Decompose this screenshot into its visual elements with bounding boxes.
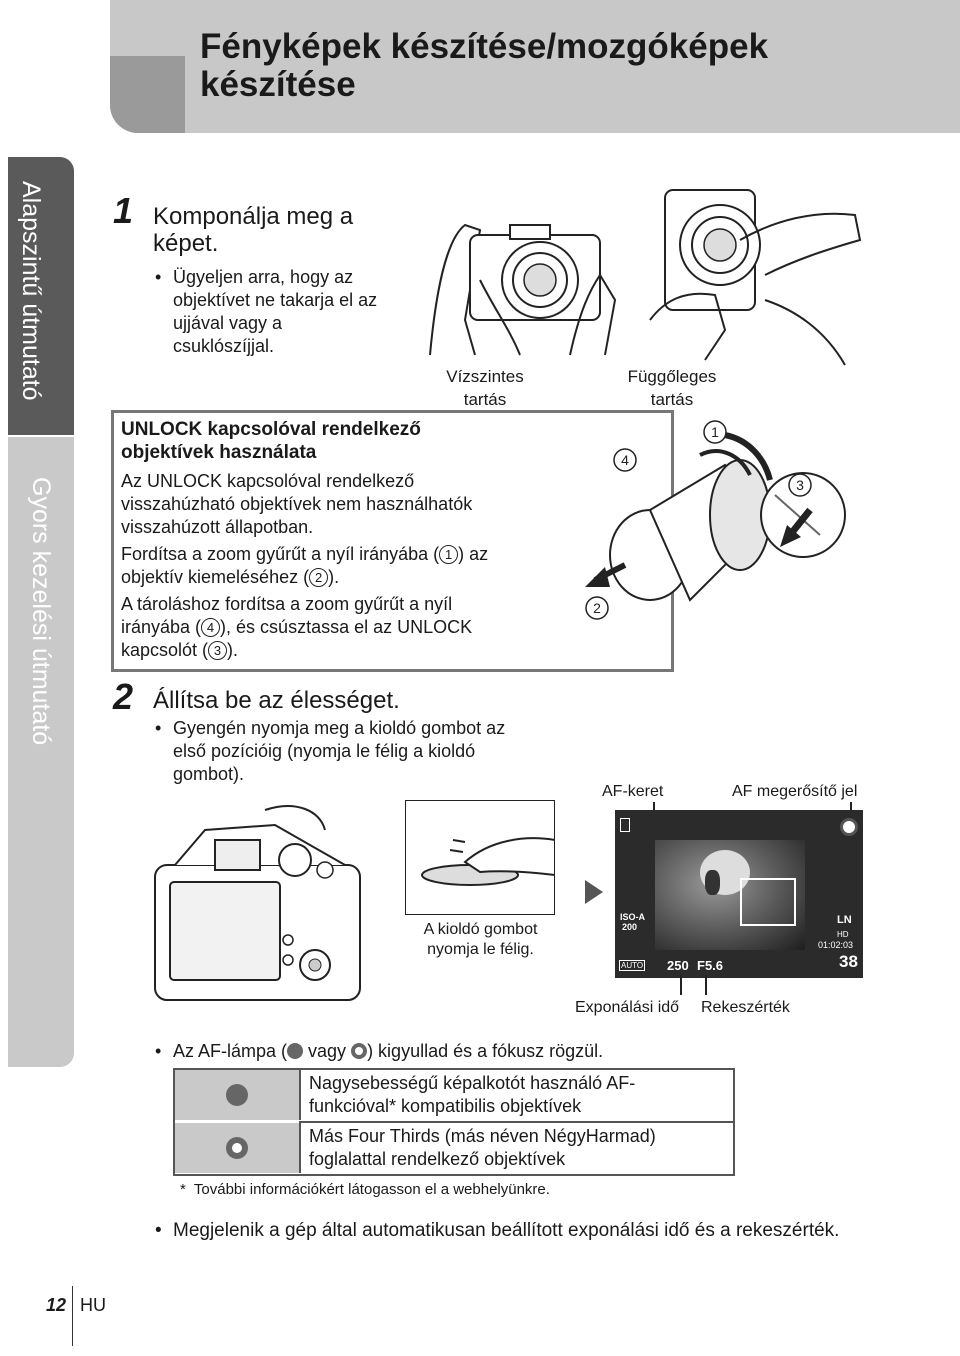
af-table-divider (299, 1121, 733, 1123)
circled-number-1: 1 (439, 545, 458, 564)
circled-number-4: 4 (201, 618, 220, 637)
battery-icon (620, 818, 630, 832)
af-lamp-solid-icon (226, 1084, 248, 1106)
footer-divider (72, 1286, 73, 1346)
unlock-p2-text-a: Fordítsa a zoom gyűrűt a nyíl irányába ( (121, 544, 440, 564)
arrow-right-icon (585, 880, 603, 904)
unlock-p3-text-a: A tároláshoz fordítsa a zoom gyűrűt a nyíl irányába ( (121, 594, 453, 637)
dog-ear (705, 870, 720, 895)
af-lamp-ring-icon (351, 1043, 367, 1059)
language-code: HU (80, 1295, 106, 1315)
af-table-icon-cell-2 (175, 1123, 301, 1173)
step-1-bullet-text: Ügyeljen arra, hogy az objektívet ne takarja el az ujjával vagy a csuklószíjjal. (173, 267, 378, 356)
af-table-icon-cell-1 (175, 1070, 301, 1120)
aperture-value: F5.6 (697, 958, 724, 973)
side-tab-quick-label: Gyors kezelési útmutató (27, 477, 55, 746)
unlock-paragraph-2 (121, 543, 521, 589)
svg-text:2: 2 (593, 600, 601, 616)
unlock-p3-text-b: ), és csúsztassa el az UNLOCK kapcsolót ( (121, 617, 473, 660)
shutter-half-press-illustration (405, 800, 555, 915)
shutter-speed-value: 250 (667, 958, 689, 973)
aperture-label: Rekeszérték (701, 999, 790, 1016)
step-2-bullet-text: Gyengén nyomja meg a kioldó gombot az első pozícióig (nyomja le félig a kioldó gombot). (173, 718, 506, 784)
half-press-label: A kioldó gombot nyomja le félig. (423, 921, 538, 958)
exposure-time-label: Exponálási idő (575, 999, 680, 1016)
unlock-p3-text-c: ). (227, 640, 239, 660)
af-lamp-bullet: • Az AF-lámpa ( vagy ) kigyullad és a fókusz rögzül. (155, 1041, 604, 1061)
side-tab-quick-guide[interactable] (8, 437, 74, 1067)
exposure-leader (680, 975, 682, 995)
af-lamp-ring-icon (226, 1137, 248, 1159)
footnote: * További információkért látogasson el a webhelyünkre. (180, 1181, 550, 1198)
unlock-paragraph-1: Az UNLOCK kapcsolóval rendelkező visszahúzható objektívek nem használhatók visszahúzott állapotban. (121, 471, 473, 537)
page-title: Fényképek készítése/mozgóképek készítése (200, 27, 769, 104)
unlock-p2-text-b: ) az objektív kiemeléséhez ( (121, 544, 489, 587)
af-table-row-1-text: Nagysebességű képalkotót használó AF-funkcióval* kompatibilis objektívek (309, 1073, 636, 1116)
step-2-bullet: • Gyengén nyomja meg a kioldó gombot az első pozícióig (nyomja le félig a kioldó gombot). (155, 718, 506, 784)
camera-back-illustration (145, 800, 385, 1010)
horizontal-hold-label: Vízszintes tartás (446, 367, 524, 409)
af-frame-box (740, 878, 796, 926)
auto-badge: AUTO (621, 961, 644, 970)
aperture-leader (705, 975, 707, 995)
unlock-paragraph-3 (121, 593, 521, 662)
af-table-row-2-text: Más Four Thirds (más néven NégyHarmad) foglalattal rendelkező objektívek (309, 1126, 656, 1169)
lcd-screen (615, 810, 863, 978)
shots-remaining: 38 (839, 952, 858, 971)
step-1-number: 1 (113, 190, 134, 231)
svg-text:3: 3 (796, 477, 804, 493)
unlock-p2-text-c: ). (328, 567, 340, 587)
step-1-bullet: • Ügyeljen arra, hogy az objektívet ne takarja el az ujjával vagy a csuklószíjjal. (155, 267, 378, 356)
horizontal-hold-illustration (420, 180, 630, 360)
af-lamp-table (173, 1068, 735, 1176)
af-frame-label: AF-keret (602, 783, 664, 800)
step-2-title: Állítsa be az élességet. (153, 687, 400, 714)
af-lamp-text-b: vagy (303, 1041, 352, 1061)
circled-number-2: 2 (309, 568, 328, 587)
af-lamp-text-c: ) kigyullad és a fókusz rögzül. (367, 1041, 604, 1061)
step-2-number: 2 (113, 676, 134, 717)
vertical-hold-illustration (645, 180, 870, 370)
movie-quality-indicator: HD (837, 930, 849, 939)
page-number: 12 (46, 1295, 67, 1315)
lens-unlock-illustration (575, 415, 865, 640)
af-lamp-solid-icon (287, 1043, 303, 1059)
svg-text:1: 1 (711, 424, 719, 440)
iso-label: ISO-A (620, 912, 646, 922)
af-confirm-label: AF megerősítő jel (732, 783, 858, 800)
circled-number-3: 3 (208, 641, 227, 660)
side-tab-basic-guide[interactable] (8, 157, 74, 435)
final-bullet: • Megjelenik a gép által automatikusan beállított exponálási idő és a rekeszérték. (155, 1220, 840, 1241)
iso-value: 200 (622, 922, 638, 932)
unlock-title: UNLOCK kapcsolóval rendelkező objektívek használata (121, 419, 421, 463)
quality-indicator: LN (837, 914, 852, 926)
final-bullet-text: Megjelenik a gép által automatikusan beállított exponálási idő és a rekeszérték. (173, 1220, 840, 1241)
header-accent (110, 56, 185, 133)
af-lamp-text-a: Az AF-lámpa ( (173, 1041, 288, 1061)
af-confirm-icon (840, 818, 858, 836)
svg-text:4: 4 (621, 452, 629, 468)
vertical-hold-label: Függőleges tartás (627, 367, 717, 409)
side-tab-basic-label: Alapszintű útmutató (17, 181, 45, 401)
step-1-title: Komponálja meg a képet. (153, 203, 354, 257)
movie-time-remaining: 01:02:03 (818, 940, 854, 950)
